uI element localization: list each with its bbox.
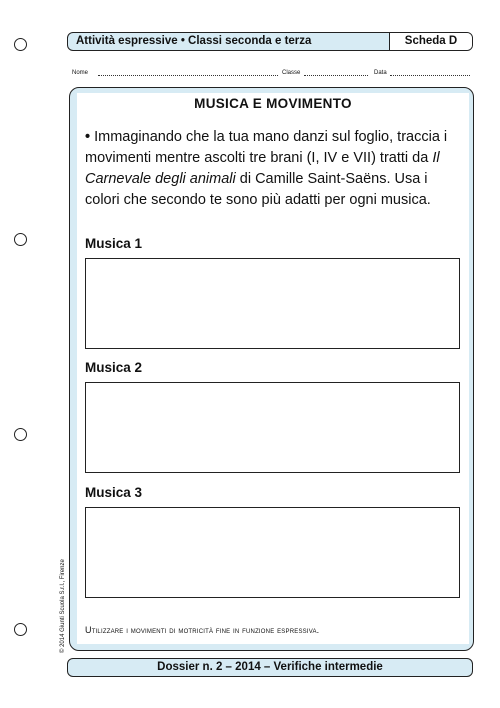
musica-2-drawing-area[interactable] [85,382,460,473]
musica-1-label: Musica 1 [85,236,143,251]
instruction-part-1: Immaginando che la tua mano danzi sul foglio, traccia i movimenti mentre ascolti tre brani (I, IV e VII) tratti da [85,129,448,166]
scheda-label: Scheda D [389,33,472,50]
musica-3-drawing-area[interactable] [85,507,460,598]
nome-field[interactable] [98,75,278,76]
musica-3-label: Musica 3 [85,485,143,500]
worksheet-heading: MUSICA E MOVIMENTO [194,96,352,111]
instruction-bullet: • [85,129,91,145]
header-bar [67,32,473,51]
student-info-line [72,68,472,78]
instruction-part-2: di Camille Saint-Saëns. Usa i colori che secondo te sono più adatti per ogni musica. [85,171,431,208]
binder-hole-bottom [14,623,27,636]
binder-hole-top [14,38,27,51]
footer-bar [67,658,473,677]
header-title: Attività espressive • Classi seconda e terza [76,35,312,47]
instruction-text [85,127,460,211]
learning-goal: Utilizzare i movimenti di motricità fine in funzione espressiva. [85,625,320,635]
data-field[interactable] [390,75,470,76]
musica-2-label: Musica 2 [85,360,143,375]
classe-field[interactable] [304,75,368,76]
binder-hole-upper-middle [14,233,27,246]
musica-1-drawing-area[interactable] [85,258,460,349]
classe-label: Classe [282,70,301,76]
binder-hole-lower-middle [14,428,27,441]
instruction-work-title: Il Carnevale degli animali [85,150,440,187]
copyright-notice: © 2014 Giunti Scuola S.r.l., Firenze [60,559,66,653]
nome-label: Nome [72,70,89,76]
data-label: Data [374,70,387,76]
footer-text: Dossier n. 2 – 2014 – Verifiche intermedie [157,661,383,673]
